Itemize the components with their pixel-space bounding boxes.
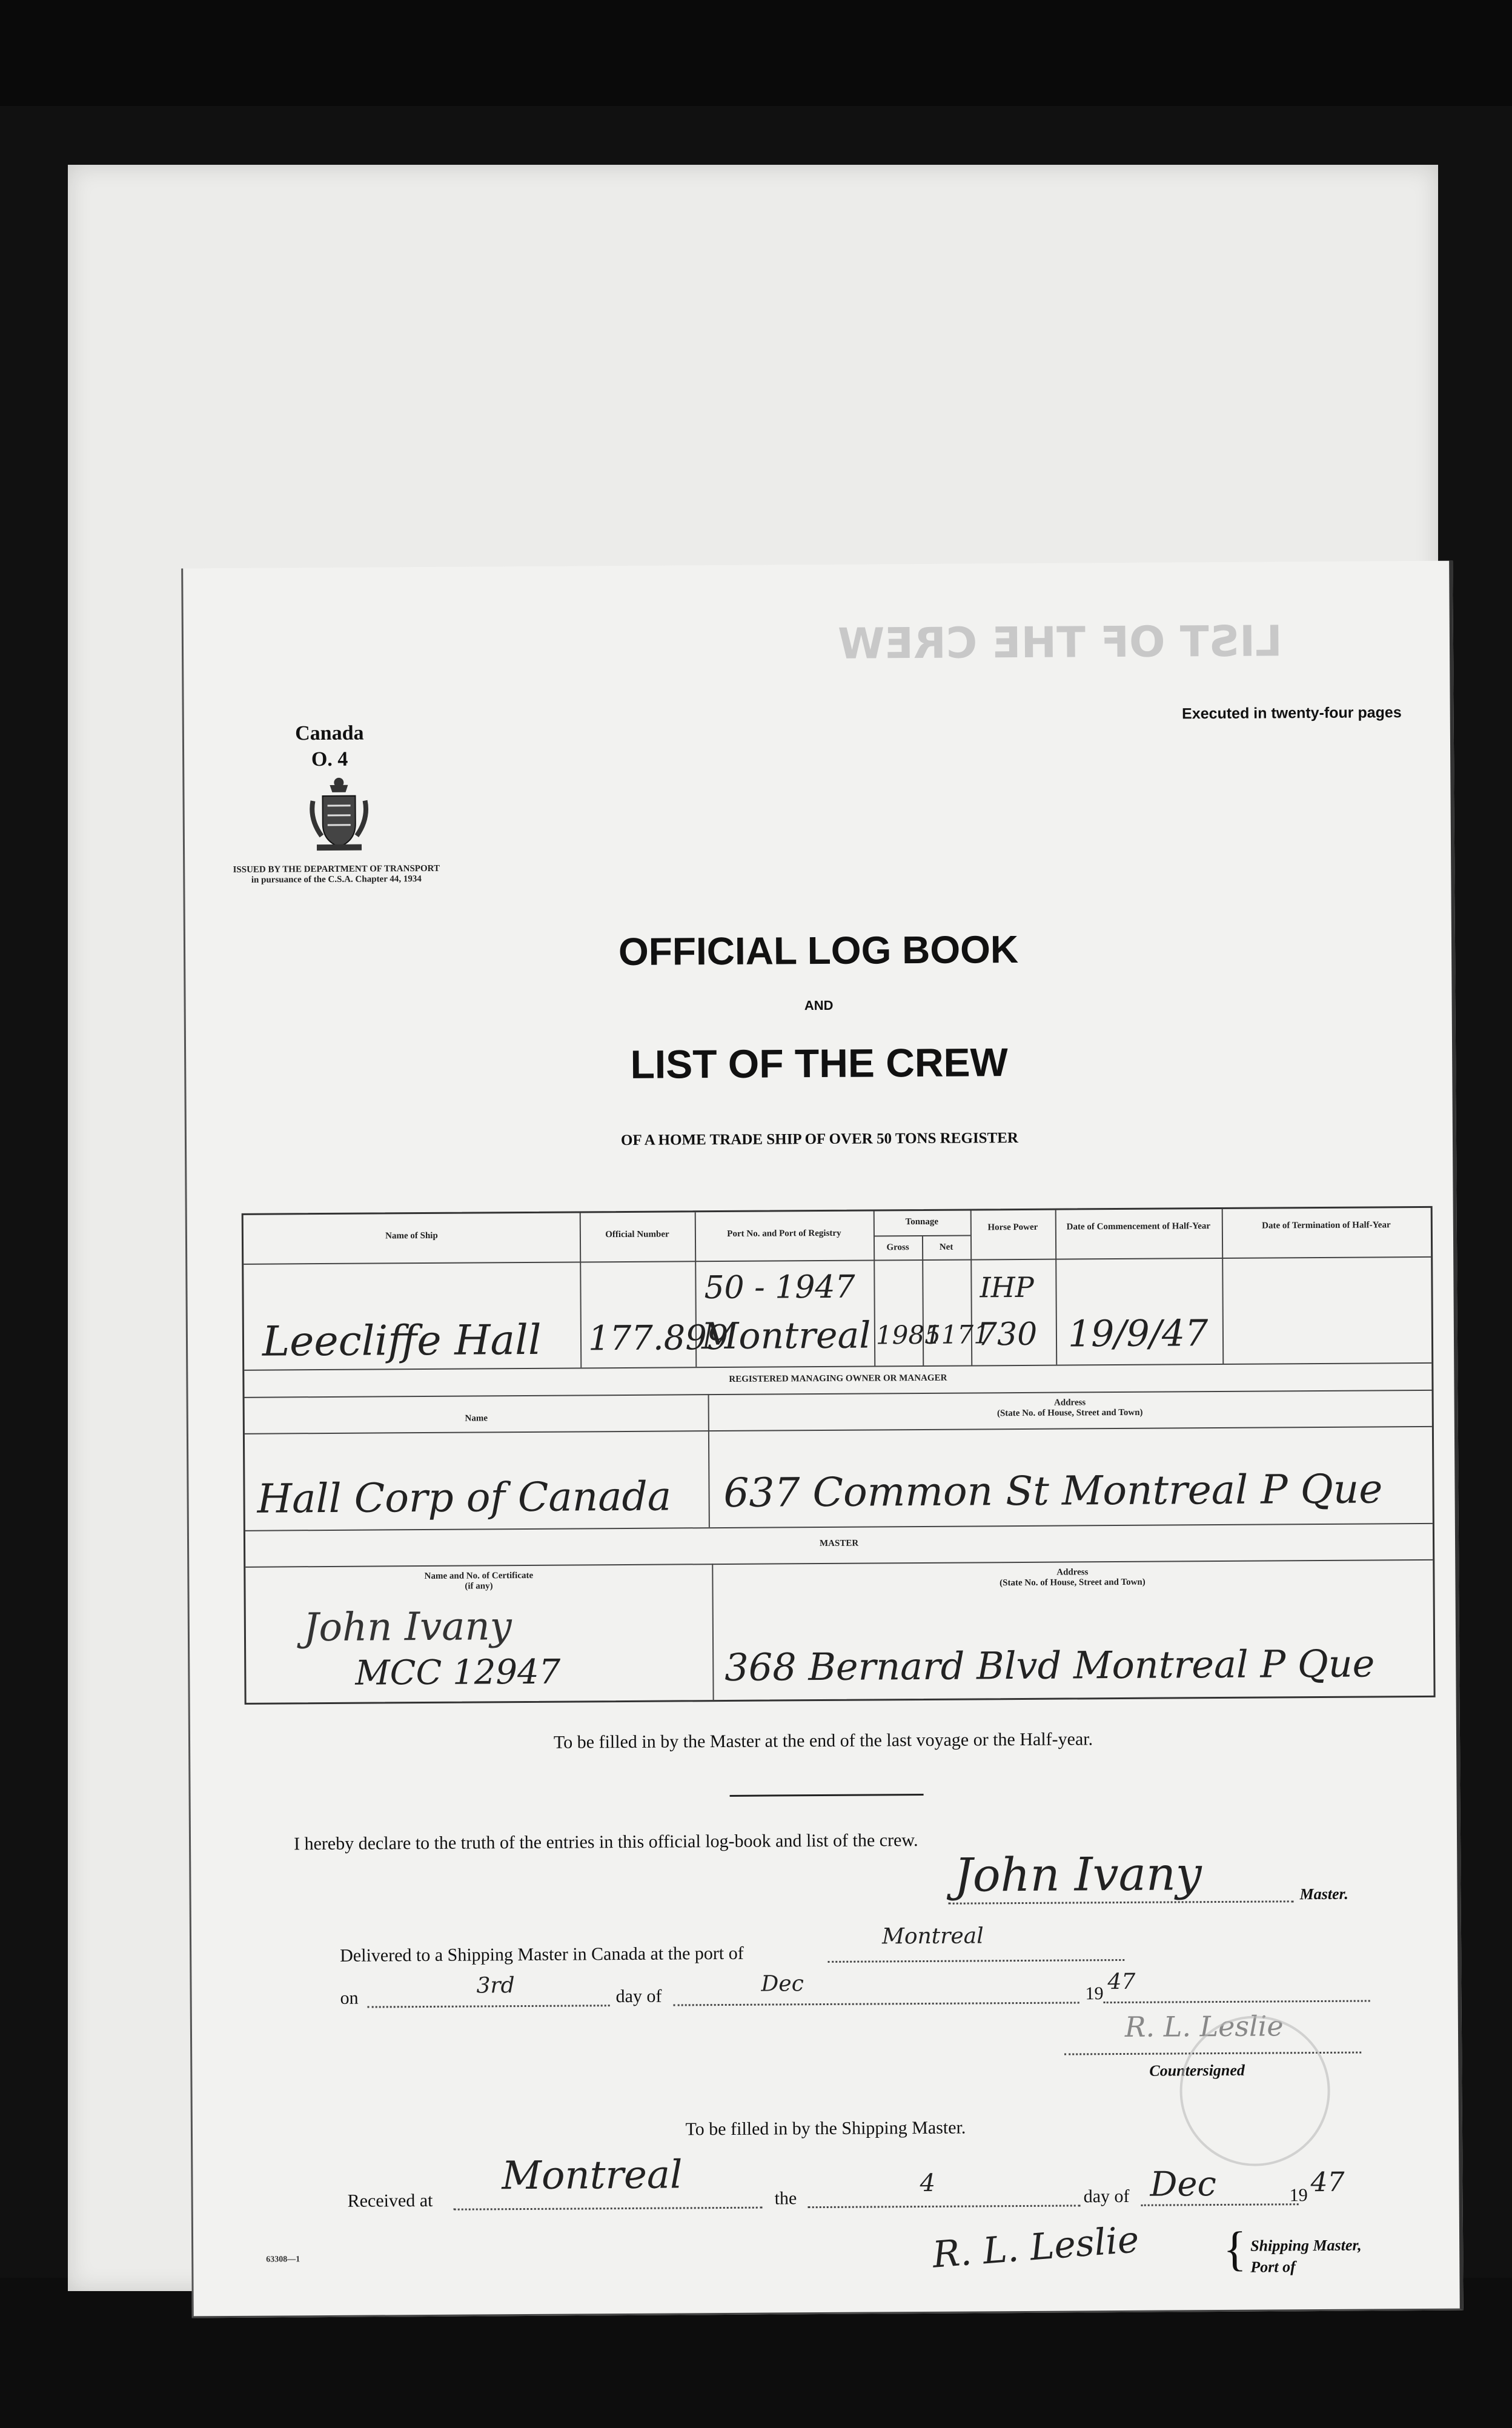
master-certificate-value: MCC 12947 xyxy=(355,1652,561,1693)
countersigned-label: Countersigned xyxy=(1149,2061,1245,2080)
country-label: Canada xyxy=(295,721,364,745)
header-net: Net xyxy=(939,1242,953,1252)
received-year-prefix: 19 xyxy=(1289,2185,1308,2206)
received-at-label: Received at xyxy=(347,2190,433,2211)
form-print-code: 63308—1 xyxy=(266,2255,300,2264)
header-termination: Date of Termination of Half-Year xyxy=(1262,1220,1391,1231)
owner-address-value: 637 Common St Montreal P Que xyxy=(723,1465,1383,1516)
film-border-top xyxy=(0,0,1512,106)
received-month-value: Dec xyxy=(1150,2164,1217,2204)
title-list-of-crew: LIST OF THE CREW xyxy=(630,1040,1009,1087)
owner-name-value: Hall Corp of Canada xyxy=(257,1473,672,1522)
form-number: O. 4 xyxy=(311,748,348,771)
delivered-text: Delivered to a Shipping Master in Canada at the port of xyxy=(340,1943,744,1966)
coat-of-arms-icon xyxy=(305,777,373,856)
bleed-through: LIST OF THE CREW xyxy=(837,616,1282,669)
horse-power-unit: IHP xyxy=(980,1270,1034,1304)
owner-name-label: Name xyxy=(465,1413,488,1424)
countersign-signature: R. L. Leslie xyxy=(1124,2009,1284,2043)
header-commencement: Date of Commencement of Half-Year xyxy=(1066,1221,1211,1232)
shipping-master-title-2: Port of xyxy=(1250,2258,1296,2276)
master-address-label: Address (State No. of House, Street and Town) xyxy=(1000,1567,1146,1588)
year-suffix-value: 47 xyxy=(1107,1969,1136,1995)
port-number-value: 50 - 1947 xyxy=(704,1269,855,1307)
master-name-value: John Ivany xyxy=(303,1604,512,1651)
master-section-title: MASTER xyxy=(819,1538,859,1549)
declaration-text: I hereby declare to the truth of the entries in this official log-book and list of the crew. xyxy=(293,1830,918,1854)
header-horse-power: Horse Power xyxy=(987,1222,1038,1233)
owner-section-title: REGISTERED MANAGING OWNER OR MANAGER xyxy=(729,1373,947,1384)
master-label: Master. xyxy=(1299,1885,1348,1903)
issued-by: ISSUED BY THE DEPARTMENT OF TRANSPORT in pursuance of the C.S.A. Chapter 44, 1934 xyxy=(233,863,440,885)
day-of-label: day of xyxy=(615,1986,662,2007)
header-official-number: Official Number xyxy=(605,1229,669,1240)
brace: { xyxy=(1222,2222,1247,2276)
subtitle: OF A HOME TRADE SHIP OF OVER 50 TONS REGISTER xyxy=(620,1130,1019,1149)
header-gross: Gross xyxy=(886,1242,909,1253)
owner-address-label: Address (State No. of House, Street and Town) xyxy=(996,1398,1143,1419)
received-day-value: 4 xyxy=(920,2169,936,2198)
header-port: Port No. and Port of Registry xyxy=(727,1228,841,1239)
on-day-value: 3rd xyxy=(476,1973,515,1998)
year-prefix: 19 xyxy=(1085,1983,1104,2004)
ship-particulars-table xyxy=(242,1206,1436,1705)
executed-note: Executed in twenty-four pages xyxy=(1182,704,1402,723)
outer-sheet xyxy=(68,165,1438,2291)
master-name-label: Name and No. of Certificate (if any) xyxy=(424,1570,534,1591)
shipping-master-title-1: Shipping Master, xyxy=(1250,2236,1362,2255)
day-of-month-value: Dec xyxy=(761,1971,804,1997)
received-year-suffix-value: 47 xyxy=(1310,2166,1345,2198)
master-fill-instruction: To be filled in by the Master at the end of the last voyage or the Half-year. xyxy=(553,1729,1093,1753)
the-label: the xyxy=(774,2188,797,2209)
title-official-log-book: OFFICIAL LOG BOOK xyxy=(618,927,1019,974)
form-page xyxy=(181,561,1464,2318)
port-registry-value: Montreal xyxy=(701,1314,871,1358)
shipping-master-fill-instruction: To be filled in by the Shipping Master. xyxy=(685,2117,966,2140)
received-port-value: Montreal xyxy=(502,2152,683,2199)
official-stamp xyxy=(1179,2015,1331,2167)
received-day-of-label: day of xyxy=(1083,2186,1130,2207)
ship-name-value: Leecliffe Hall xyxy=(262,1316,542,1366)
commencement-value: 19/9/47 xyxy=(1067,1312,1209,1356)
official-number-value: 177.899 xyxy=(588,1318,729,1359)
shipping-master-signature: R. L. Leslie xyxy=(930,2218,1141,2277)
delivered-port-value: Montreal xyxy=(881,1923,984,1949)
gross-tonnage-value: 1985 xyxy=(875,1319,941,1350)
horse-power-value: 730 xyxy=(976,1316,1038,1353)
header-name-of-ship: Name of Ship xyxy=(385,1230,438,1241)
on-label: on xyxy=(340,1988,359,2008)
master-address-value: 368 Bernard Blvd Montreal P Que xyxy=(724,1641,1375,1690)
master-signature: John Ivany xyxy=(954,1846,1202,1902)
header-tonnage: Tonnage xyxy=(905,1216,939,1227)
net-tonnage-value: 1171 xyxy=(924,1319,990,1350)
title-and: AND xyxy=(804,997,834,1013)
